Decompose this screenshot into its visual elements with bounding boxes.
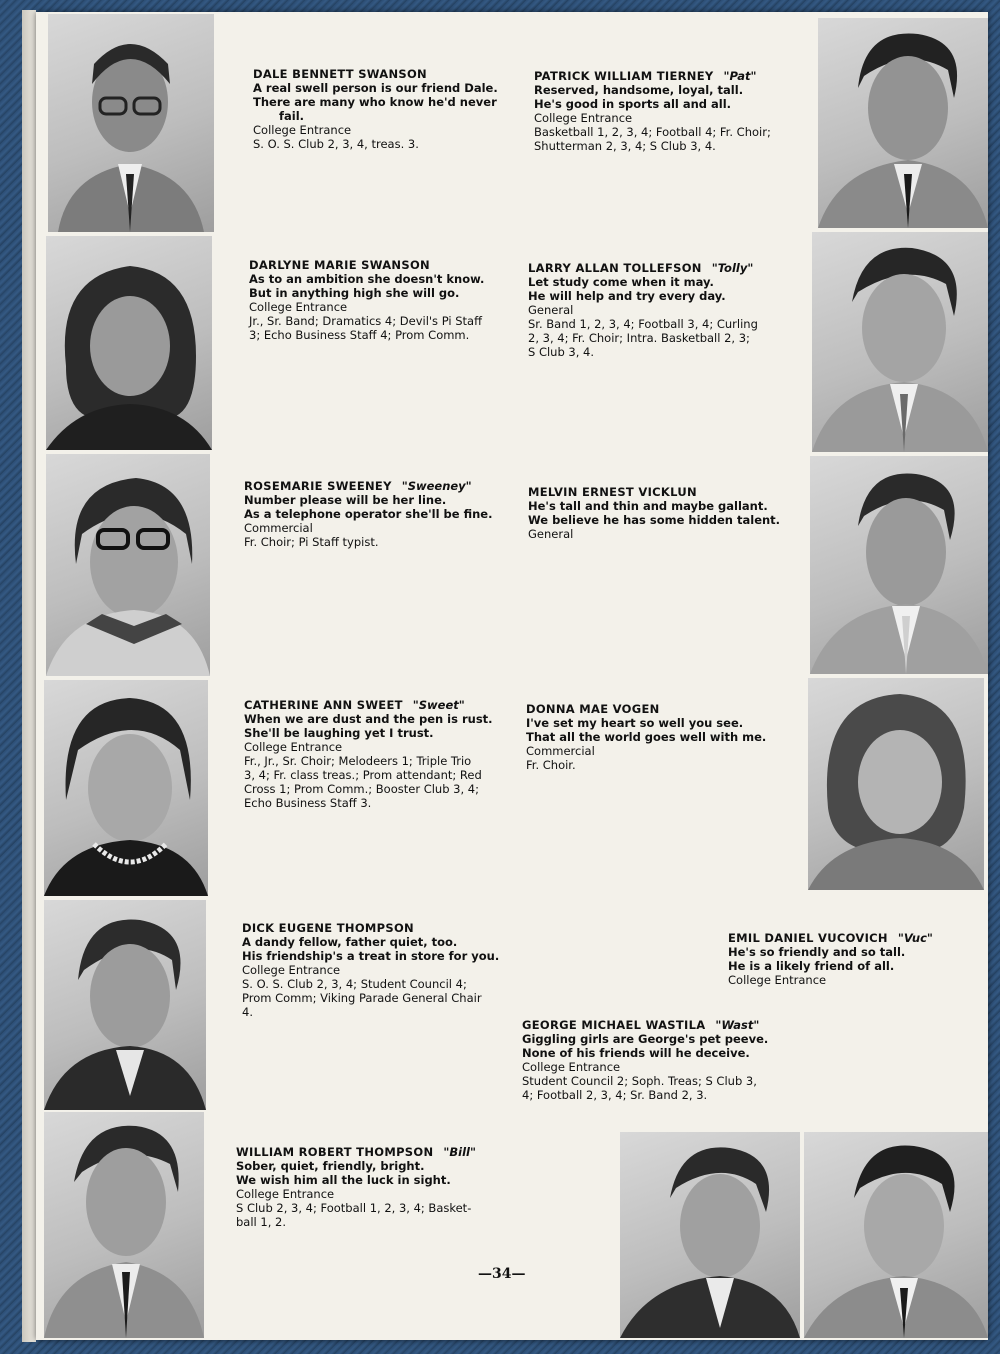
verse-line: He will help and try every day.	[528, 289, 726, 303]
activities: 3; Echo Business Staff 4; Prom Comm.	[249, 328, 470, 342]
nickname: "Bill"	[443, 1145, 476, 1159]
verse-line: As a telephone operator she'll be fine.	[244, 507, 493, 521]
activities: S. O. S. Club 2, 3, 4; Student Council 4;	[242, 977, 467, 991]
verse-line: We believe he has some hidden talent.	[528, 513, 781, 527]
portrait-male-icon	[810, 456, 988, 674]
activities: Cross 1; Prom Comm.; Booster Club 3, 4;	[244, 782, 479, 796]
portrait-male-icon	[44, 1112, 204, 1338]
activities: 4.	[242, 1005, 253, 1019]
activities: S Club 3, 4.	[528, 345, 595, 359]
verse-line: A real swell person is our friend Dale.	[253, 81, 498, 95]
portrait-rosemarie-sweeney	[46, 454, 210, 676]
entry-rosemarie-sweeney	[244, 479, 510, 549]
entry-catherine-sweet	[244, 698, 510, 810]
portrait-female-icon	[808, 678, 984, 890]
nickname: "Vuc"	[897, 931, 933, 945]
activities: 2, 3, 4; Fr. Choir; Intra. Basketball 2, 3;	[528, 331, 750, 345]
portrait-william-thompson	[44, 1112, 204, 1338]
verse-line: We wish him all the luck in sight.	[236, 1173, 451, 1187]
course: College Entrance	[236, 1187, 335, 1201]
student-name: EMIL DANIEL VUCOVICH	[728, 931, 888, 945]
entry-patrick-tierney	[534, 69, 804, 153]
student-name: CATHERINE ANN SWEET	[244, 698, 403, 712]
entry-darlyne-swanson	[249, 258, 511, 342]
entry-george-wastila	[522, 1018, 788, 1102]
verse-line: A dandy fellow, father quiet, too.	[242, 935, 458, 949]
activities: Fr. Choir; Pi Staff typist.	[244, 535, 379, 549]
verse-line: That all the world goes well with me.	[526, 730, 767, 744]
verse-line: Sober, quiet, friendly, bright.	[236, 1159, 425, 1173]
verse-line: Giggling girls are George's pet peeve.	[522, 1032, 769, 1046]
portrait-female-icon	[46, 454, 210, 676]
portrait-male-icon	[44, 900, 206, 1110]
verse-line: He's tall and thin and maybe gallant.	[528, 499, 768, 513]
course: College Entrance	[244, 740, 343, 754]
nickname: "Tolly"	[711, 261, 754, 275]
verse-line: Reserved, handsome, loyal, tall.	[534, 83, 744, 97]
verse-line: He is a likely friend of all.	[728, 959, 895, 973]
course: College Entrance	[253, 123, 352, 137]
portrait-donna-vogen	[808, 678, 984, 890]
entry-william-thompson	[236, 1145, 502, 1229]
entry-larry-tollefson	[528, 261, 790, 359]
nickname: "Sweeney"	[401, 479, 472, 493]
course: Commercial	[244, 521, 313, 535]
portrait-george-wastila	[620, 1132, 800, 1338]
student-name: DONNA MAE VOGEN	[526, 702, 660, 716]
activities: Sr. Band 1, 2, 3, 4; Football 3, 4; Curling	[528, 317, 758, 331]
portrait-male-icon	[818, 18, 988, 228]
course: College Entrance	[249, 300, 348, 314]
entry-emil-vucovich	[728, 931, 968, 987]
nickname: "Sweet"	[412, 698, 465, 712]
portrait-larry-tollefson	[812, 232, 988, 452]
student-name: LARRY ALLAN TOLLEFSON	[528, 261, 702, 275]
course: General	[528, 303, 574, 317]
activities: 4; Football 2, 3, 4; Sr. Band 2, 3.	[522, 1088, 708, 1102]
activities: Shutterman 2, 3, 4; S Club 3, 4.	[534, 139, 716, 153]
verse-line: fail.	[279, 109, 305, 123]
student-name: WILLIAM ROBERT THOMPSON	[236, 1145, 434, 1159]
activities: ball 1, 2.	[236, 1215, 286, 1229]
verse-line: There are many who know he'd never	[253, 95, 497, 109]
verse-line: I've set my heart so well you see.	[526, 716, 744, 730]
nickname: "Wast"	[715, 1018, 760, 1032]
verse-line: As to an ambition she doesn't know.	[249, 272, 485, 286]
nickname: "Pat"	[723, 69, 757, 83]
portrait-female-icon	[46, 236, 212, 450]
activities: Fr. Choir.	[526, 758, 576, 772]
course: College Entrance	[728, 973, 827, 987]
course: Commercial	[526, 744, 595, 758]
portrait-male-icon	[804, 1132, 988, 1338]
entry-melvin-vicklun	[528, 485, 790, 541]
activities: Fr., Jr., Sr. Choir; Melodeers 1; Triple Trio	[244, 754, 472, 768]
portrait-male-icon	[812, 232, 988, 452]
entry-donna-vogen	[526, 702, 788, 772]
verse-line: Let study come when it may.	[528, 275, 714, 289]
student-name: DALE BENNETT SWANSON	[253, 67, 427, 81]
verse-line: But in anything high she will go.	[249, 286, 460, 300]
activities: Jr., Sr. Band; Dramatics 4; Devil's Pi Staff	[249, 314, 483, 328]
student-name: PATRICK WILLIAM TIERNEY	[534, 69, 714, 83]
activities: Prom Comm; Viking Parade General Chair	[242, 991, 482, 1005]
student-name: ROSEMARIE SWEENEY	[244, 479, 392, 493]
student-name: DICK EUGENE THOMPSON	[242, 921, 414, 935]
verse-line: Number please will be her line.	[244, 493, 447, 507]
activities: 3, 4; Fr. class treas.; Prom attendant; Red	[244, 768, 482, 782]
student-name: DARLYNE MARIE SWANSON	[249, 258, 430, 272]
verse-line: When we are dust and the pen is rust.	[244, 712, 493, 726]
portrait-male-icon	[620, 1132, 800, 1338]
portrait-emil-vucovich	[804, 1132, 988, 1338]
portrait-melvin-vicklun	[810, 456, 988, 674]
activities: Basketball 1, 2, 3, 4; Football 4; Fr. Choir;	[534, 125, 771, 139]
portrait-darlyne-swanson	[46, 236, 212, 450]
student-name: MELVIN ERNEST VICKLUN	[528, 485, 697, 499]
activities: Student Council 2; Soph. Treas; S Club 3,	[522, 1074, 757, 1088]
entry-dick-thompson	[242, 921, 512, 1019]
course: College Entrance	[534, 111, 633, 125]
verse-line: He's good in sports all and all.	[534, 97, 732, 111]
portrait-dale-swanson	[48, 14, 214, 232]
portrait-dick-thompson	[44, 900, 206, 1110]
portrait-catherine-sweet	[44, 680, 208, 896]
course: College Entrance	[522, 1060, 621, 1074]
verse-line: She'll be laughing yet I trust.	[244, 726, 434, 740]
activities: S. O. S. Club 2, 3, 4, treas. 3.	[253, 137, 419, 151]
portrait-male-icon	[48, 14, 214, 232]
verse-line: None of his friends will he deceive.	[522, 1046, 750, 1060]
activities: Echo Business Staff 3.	[244, 796, 372, 810]
portrait-patrick-tierney	[818, 18, 988, 228]
verse-line: He's so friendly and so tall.	[728, 945, 906, 959]
page-number: —34—	[478, 1266, 526, 1282]
course: College Entrance	[242, 963, 341, 977]
portrait-female-icon	[44, 680, 208, 896]
page-edge	[22, 10, 36, 1342]
entry-dale-swanson	[253, 67, 513, 151]
verse-line: His friendship's a treat in store for you.	[242, 949, 500, 963]
student-name: GEORGE MICHAEL WASTILA	[522, 1018, 706, 1032]
course: General	[528, 527, 574, 541]
activities: S Club 2, 3, 4; Football 1, 2, 3, 4; Basket-	[236, 1201, 472, 1215]
